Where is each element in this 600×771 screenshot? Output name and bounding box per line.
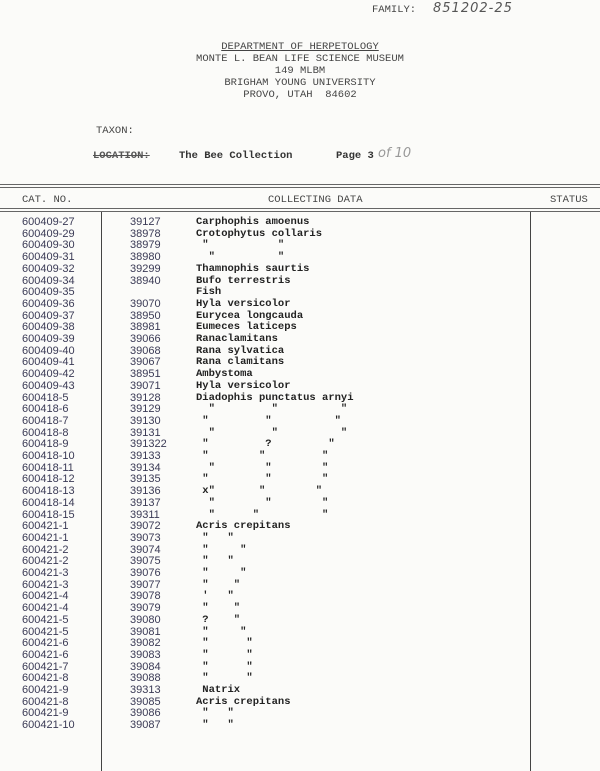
table-row — [0, 649, 530, 661]
cat-no: 600409-38 — [22, 321, 75, 334]
specimen-number: 38940 — [130, 274, 161, 287]
specimen-number: 39081 — [130, 625, 161, 638]
cat-no: 600409-31 — [22, 251, 75, 264]
cat-no: 600421-9 — [22, 707, 69, 720]
column-header-cat-no: CAT. NO. — [22, 194, 73, 206]
cat-no: 600421-7 — [22, 660, 69, 673]
cat-no: 600421-1 — [22, 520, 69, 533]
specimen-number: 39083 — [130, 648, 161, 661]
specimen-number: 39085 — [130, 695, 161, 708]
cat-no: 600418-10 — [22, 450, 75, 462]
specimen-number: 39082 — [130, 637, 161, 650]
specimen-number: 38981 — [130, 321, 161, 334]
cat-no: 600409-32 — [22, 262, 75, 275]
specimen-number: 39077 — [130, 578, 161, 591]
collecting-data: x" " " — [196, 485, 323, 498]
collecting-data: ? " — [196, 613, 241, 626]
table-row — [0, 275, 530, 287]
cat-no: 600418-8 — [22, 426, 69, 439]
table-row — [0, 614, 530, 626]
table-row — [0, 719, 530, 731]
collecting-data: " " — [196, 531, 234, 544]
collecting-data: Natrix — [196, 684, 241, 696]
cat-no: 600421-1 — [22, 531, 69, 544]
cat-no: 600421-6 — [22, 637, 69, 650]
specimen-number: 39080 — [130, 613, 161, 626]
specimen-number: 39311 — [130, 508, 160, 521]
collecting-data: " ? " — [196, 438, 335, 451]
table-row — [0, 696, 530, 708]
cat-no: 600418-13 — [22, 485, 75, 498]
cat-no: 600421-4 — [22, 590, 69, 603]
specimen-number: 39133 — [130, 450, 161, 462]
collecting-data: " " — [196, 648, 253, 661]
specimen-number: 39071 — [130, 379, 161, 392]
cat-no: 600409-39 — [22, 333, 75, 345]
cat-no: 600418-6 — [22, 403, 69, 416]
cat-no: 600409-36 — [22, 297, 75, 310]
specimen-number: 39130 — [130, 414, 161, 427]
specimen-number: 39088 — [130, 672, 161, 685]
specimen-number: 39070 — [130, 297, 161, 310]
table-row — [0, 345, 530, 357]
specimen-number: 39134 — [130, 461, 161, 474]
specimen-number: 38980 — [130, 251, 161, 264]
cat-no: 600421-8 — [22, 695, 69, 708]
cat-no: 600418-7 — [22, 414, 69, 427]
divider — [0, 208, 600, 209]
city-address: PROVO, UTAH 84602 — [243, 89, 357, 101]
table-row — [0, 509, 530, 521]
collecting-data: " " " — [196, 450, 329, 462]
table-row — [0, 333, 530, 345]
specimen-number: 39135 — [130, 473, 161, 486]
specimen-number: 39136 — [130, 485, 161, 498]
specimen-number: 39137 — [130, 496, 161, 509]
table-row — [0, 216, 530, 228]
table-row — [0, 356, 530, 368]
table-row — [0, 403, 530, 415]
collecting-data: " " — [196, 555, 234, 568]
table-row — [0, 602, 530, 614]
collecting-data: " " — [196, 567, 247, 579]
table-row — [0, 310, 530, 322]
cat-no: 600409-41 — [22, 356, 75, 369]
table-row — [0, 321, 530, 333]
table-row — [0, 672, 530, 684]
cat-no: 600418-11 — [22, 461, 74, 474]
table-row — [0, 707, 530, 719]
collecting-data: Eumeces laticeps — [196, 321, 297, 334]
cat-no: 600418-9 — [22, 438, 69, 451]
collecting-data: " " — [196, 239, 285, 252]
page-number: Page 3 — [336, 150, 374, 162]
cat-no: 600409-40 — [22, 344, 75, 357]
specimen-number: 39129 — [130, 403, 161, 416]
collecting-data: " " " — [196, 461, 329, 474]
table-row — [0, 450, 530, 462]
room-number: 149 MLBM — [274, 65, 326, 77]
university-name: BRIGHAM YOUNG UNIVERSITY — [224, 77, 376, 89]
collecting-data: Ambystoma — [196, 368, 253, 381]
specimen-number: 39075 — [130, 555, 161, 568]
collecting-data: Eurycea longcauda — [196, 309, 304, 322]
table-row — [0, 263, 530, 275]
divider — [0, 184, 600, 185]
cat-no: 600421-4 — [22, 602, 69, 615]
column-header-status: STATUS — [550, 194, 588, 206]
table-row — [0, 368, 530, 380]
collecting-data: Hyla versicolor — [196, 379, 291, 392]
cat-no: 600409-29 — [22, 227, 75, 240]
specimen-number: 39131 — [130, 426, 161, 439]
table-row — [0, 532, 530, 544]
table-row — [0, 520, 530, 532]
collecting-data: " " — [196, 251, 285, 264]
specimen-number: 39073 — [130, 531, 161, 544]
collecting-data: " " " — [196, 496, 329, 509]
specimen-number: 39072 — [130, 520, 161, 533]
collecting-data: " " — [196, 637, 253, 650]
table-row — [0, 251, 530, 263]
specimen-number: 39128 — [130, 391, 161, 404]
collecting-data: " " — [196, 660, 253, 673]
specimen-number: 39313 — [130, 684, 161, 696]
collecting-data: " " — [196, 578, 241, 591]
collection-name: The Bee Collection — [179, 150, 293, 162]
family-value: 851202-25 — [433, 1, 513, 16]
collecting-data: Hyla versicolor — [196, 297, 291, 310]
specimen-number: 39074 — [130, 543, 161, 556]
cat-no: 600418-15 — [22, 508, 75, 521]
collecting-data: Ranaclamitans — [196, 333, 278, 345]
collecting-data: " " " — [196, 473, 329, 486]
collecting-data: " " — [196, 602, 241, 615]
specimen-number: 39127 — [130, 216, 161, 228]
specimen-number: 39078 — [130, 590, 161, 603]
collecting-data: Diadophis punctatus arnyi — [196, 391, 354, 404]
table-row — [0, 567, 530, 579]
specimen-number: 39087 — [130, 719, 161, 732]
cat-no: 600409-34 — [22, 274, 75, 287]
table-row — [0, 684, 530, 696]
specimen-number: 39086 — [130, 707, 161, 720]
specimen-number: 39066 — [130, 333, 161, 345]
cat-no: 600421-9 — [22, 684, 69, 696]
cat-no: 600418-14 — [22, 496, 75, 509]
table-row — [0, 298, 530, 310]
cat-no: 600409-27 — [22, 216, 75, 228]
table-row — [0, 497, 530, 509]
table-row — [0, 239, 530, 251]
cat-no: 600421-3 — [22, 578, 69, 591]
specimen-number: 38951 — [130, 368, 161, 381]
collecting-data: Thamnophis saurtis — [196, 262, 310, 275]
collecting-data: Acris crepitans — [196, 695, 291, 708]
cat-no: 600421-3 — [22, 567, 69, 579]
cat-no: 600418-12 — [22, 473, 75, 486]
location-label: LOCATION: — [93, 150, 150, 162]
collecting-data: Rana sylvatica — [196, 344, 285, 357]
collecting-data: Crotophytus collaris — [196, 227, 323, 240]
specimen-number: 39067 — [130, 356, 161, 369]
collecting-data: Fish — [196, 286, 222, 299]
collecting-data: Acris crepitans — [196, 520, 291, 533]
page-total-handwritten: of 10 — [378, 146, 412, 161]
cat-no: 600421-2 — [22, 543, 69, 556]
collecting-data: ' " — [196, 590, 234, 603]
collecting-data: " " " — [196, 508, 329, 521]
table-row — [0, 661, 530, 673]
table-row — [0, 380, 530, 392]
collecting-data: " " — [196, 543, 247, 556]
specimen-number: 39079 — [130, 602, 161, 615]
specimen-number: 39076 — [130, 567, 161, 579]
table-row — [0, 637, 530, 649]
specimen-number: 39068 — [130, 344, 161, 357]
specimen-number: 39084 — [130, 660, 161, 673]
table-row — [0, 590, 530, 602]
collecting-data: " " " — [196, 403, 348, 416]
cat-no: 600409-42 — [22, 368, 75, 381]
column-rule — [530, 212, 531, 771]
cat-no: 600421-6 — [22, 648, 69, 661]
collecting-data: " " — [196, 707, 234, 720]
specimen-number: 38978 — [130, 227, 161, 240]
specimen-number: 38950 — [130, 309, 161, 322]
museum-name: MONTE L. BEAN LIFE SCIENCE MUSEUM — [196, 53, 404, 65]
specimen-number: 391322 — [130, 438, 167, 451]
specimen-number: 39299 — [130, 262, 161, 275]
cat-no: 600409-43 — [22, 379, 75, 392]
column-header-collecting-data: COLLECTING DATA — [268, 194, 363, 206]
collecting-data: " " — [196, 719, 234, 732]
collecting-data: Rana clamitans — [196, 356, 285, 369]
divider — [0, 211, 600, 212]
table-row — [0, 579, 530, 591]
table-row — [0, 427, 530, 439]
cat-no: 600421-2 — [22, 555, 69, 568]
divider — [0, 187, 600, 188]
table-row — [0, 555, 530, 567]
table-row — [0, 473, 530, 485]
collecting-data: " " — [196, 625, 247, 638]
collecting-data: " " " — [196, 426, 348, 439]
specimen-number: 38979 — [130, 239, 161, 252]
cat-no: 600421-5 — [22, 613, 69, 626]
cat-no: 600421-5 — [22, 625, 69, 638]
cat-no: 600421-8 — [22, 672, 69, 685]
family-label: FAMILY: — [372, 4, 417, 16]
collecting-data: Carphophis amoenus — [196, 216, 310, 228]
cat-no: 600421-10 — [22, 719, 75, 732]
cat-no: 600409-37 — [22, 309, 75, 322]
table-row — [0, 485, 530, 497]
collecting-data: " " — [196, 672, 253, 685]
table-row — [0, 286, 530, 298]
table-row — [0, 462, 530, 474]
table-row — [0, 228, 530, 240]
table-row — [0, 392, 530, 404]
table-row — [0, 438, 530, 450]
cat-no: 600418-5 — [22, 391, 69, 404]
cat-no: 600409-30 — [22, 239, 75, 252]
table-row — [0, 415, 530, 427]
cat-no: 600409-35 — [22, 286, 75, 299]
collecting-data: Bufo terrestris — [196, 274, 291, 287]
table-row — [0, 626, 530, 638]
taxon-label: TAXON: — [96, 125, 134, 137]
collecting-data: " " " — [196, 414, 341, 427]
department-heading: DEPARTMENT OF HERPETOLOGY — [221, 41, 379, 53]
table-row — [0, 544, 530, 556]
